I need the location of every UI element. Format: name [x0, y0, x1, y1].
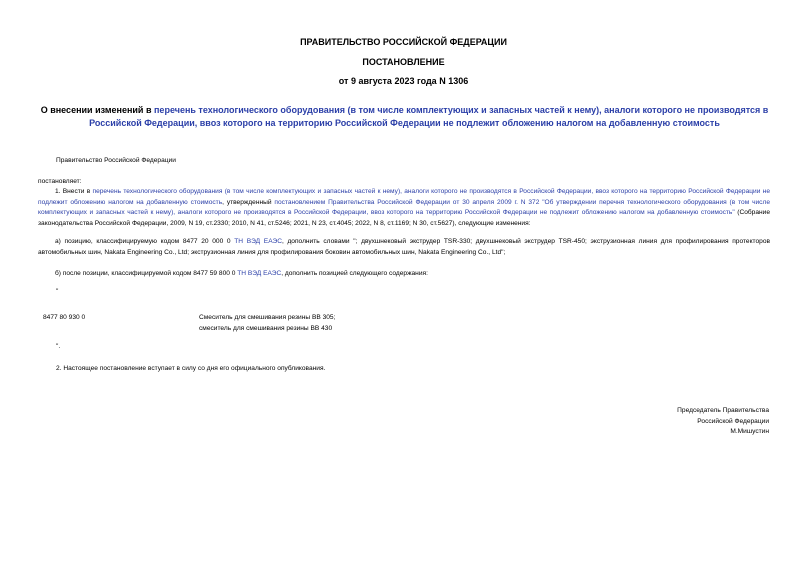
item-b-paragraph	[38, 269, 770, 280]
open-quote: "	[56, 288, 59, 295]
resolution-372-link[interactable]: постановлением Правительства Российской Федерации от 30 апреля 2009 г. N 372 "Об утверждении перечня технологического оборудования (в том числе комплектующих и запасных частей к нему), аналоги которого не производятся в Российской Федерации, ввоз которого на территорию Российской Федерации не подлежит обложению налогом на добавленную стоимость"	[38, 198, 770, 217]
item-2-paragraph: 2. Настоящее постановление вступает в силу со дня его официального опубликования.	[56, 365, 326, 372]
item-1-mid: , утвержденный	[222, 198, 275, 206]
item-a-paragraph	[38, 237, 770, 258]
item-1-suffix: (Собрание законодательства Российской Федерации, 2009, N 19, ст.2330; 2010, N 41, ст.5246; 2021, N 23, ст.4045; 2022, N 8, ст.1169; N 30, ст.5627), следующие изменения:	[38, 209, 771, 227]
resolves-text: постановляет:	[38, 178, 82, 185]
table-description-line-1: Смеситель для смешивания резины BB 305;	[199, 314, 336, 321]
signature-position: Председатель Правительства	[677, 407, 769, 414]
item-b-suffix: , дополнить позицией следующего содержания:	[281, 270, 428, 277]
item-b-prefix: б) после позиции, классифицируемой кодом 8477 59 800 0	[55, 270, 238, 277]
document-date-number: от 9 августа 2023 года N 1306	[338, 76, 469, 86]
subject-link[interactable]: перечень технологического оборудования (в том числе комплектующих и запасных частей к нему), аналоги которого не производятся в Российской Федерации, ввоз которого на территорию Российской Федерации не подлежит обложению налогом на добавленную стоимость	[89, 105, 769, 128]
tn-ved-link-b[interactable]: ТН ВЭД ЕАЭС	[237, 270, 282, 277]
subject-prefix: О внесении изменений в	[40, 105, 154, 115]
equipment-list-link[interactable]: перечень технологического оборудования (в том числе комплектующих и запасных частей к нему), аналоги которого не производятся в Российской Федерации, ввоз которого на территорию Российской Федерации не подлежит обложению налогом на добавленную стоимость	[38, 188, 770, 206]
item-1-paragraph	[38, 187, 770, 229]
document-type: ПОСТАНОВЛЕНИЕ	[362, 57, 445, 67]
intro-text: Правительство Российской Федерации	[56, 157, 176, 164]
tn-ved-link-a[interactable]: ТН ВЭД ЕАЭС	[234, 238, 282, 245]
item-a-prefix: а) позицию, классифицируемую кодом 8477 20 000 0	[55, 238, 235, 245]
table-code-cell: 8477 80 930 0	[43, 314, 86, 321]
close-quote: ".	[56, 343, 61, 350]
item-1-prefix: 1. Внести в	[55, 188, 93, 195]
government-title: ПРАВИТЕЛЬСТВО РОССИЙСКОЙ ФЕДЕРАЦИИ	[300, 37, 507, 47]
item-a-suffix: , дополнить словами "; двухшнековый экструдер TSR-330; двухшнековый экструдер TSR-450; экструзионная линия для профилирования протекторов автомобильных шин, Nakata Engineering Co., Ltd; экструзионная линия для профилирования боковин автомобильных шин, Nakata Engineering Co., Ltd";	[38, 238, 770, 256]
signature-organization: Российской Федерации	[697, 417, 769, 425]
table-description-cell	[199, 313, 335, 334]
document-subject	[38, 104, 771, 130]
signature-block	[677, 406, 769, 438]
table-description-line-2: смеситель для смешивания резины BB 430	[199, 324, 333, 332]
signature-name: М.Мишустин	[730, 428, 769, 436]
